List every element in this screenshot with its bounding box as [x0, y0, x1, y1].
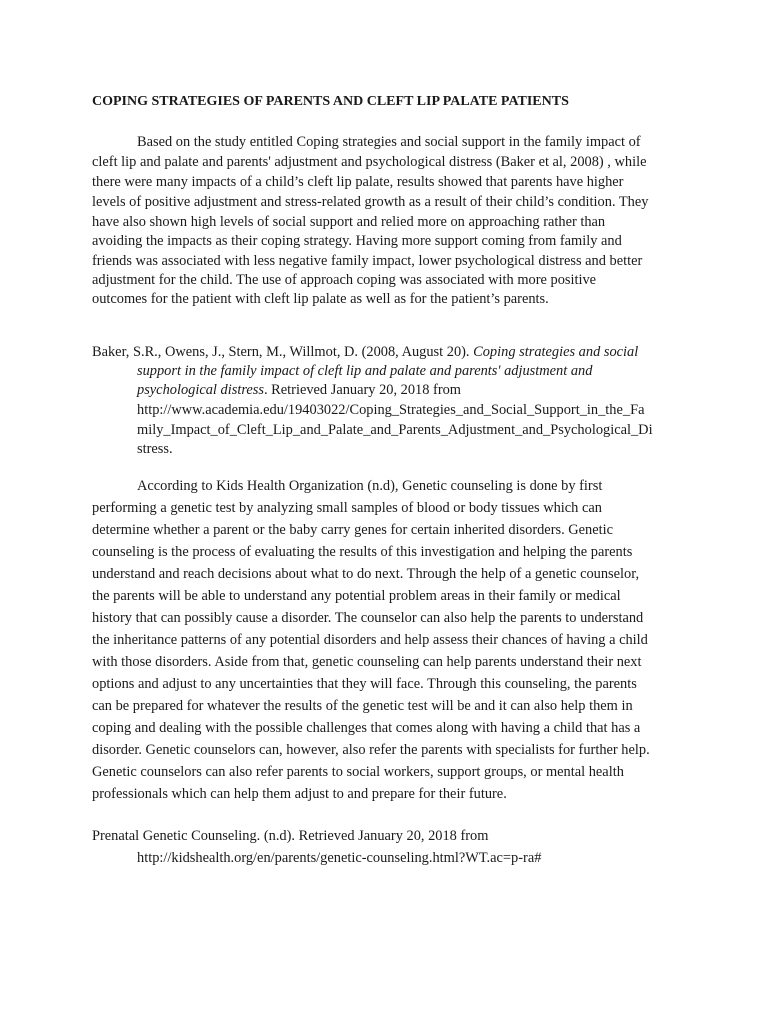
- reference-title-line: support in the family impact of cleft lip and palate and parents' adjustment and: [137, 363, 593, 379]
- paragraph-line: with those disorders. Aside from that, genetic counseling can help parents understand their next: [92, 654, 642, 670]
- paragraph-line: Based on the study entitled Coping strategies and social support in the family impact of: [137, 134, 641, 150]
- paragraph-line: options and adjust to any uncertainties that they will face. Through this counseling, the parents: [92, 676, 637, 692]
- paragraph-line: cleft lip and palate and parents' adjustment and psychological distress (Baker et al, 2008) , while: [92, 154, 647, 170]
- paragraph-line: adjustment for the child. The use of approach coping was associated with more positive: [92, 272, 597, 288]
- paragraph-line: performing a genetic test by analyzing small samples of blood or body tissues which can: [92, 500, 602, 516]
- reference-retrieved: . Retrieved January 20, 2018 from: [263, 382, 462, 398]
- reference-url-line: mily_Impact_of_Cleft_Lip_and_Palate_and_Parents_Adjustment_and_Psychological_Di: [137, 422, 653, 438]
- paragraph-line: determine whether a parent or the baby carry genes for certain inherited disorders. Genetic: [92, 522, 614, 538]
- paragraph-line: the parents will be able to understand any potential problem areas in their family or medical: [92, 588, 621, 604]
- reference-url-line: http://www.academia.edu/19403022/Coping_Strategies_and_Social_Support_in_the_Fa: [137, 402, 645, 418]
- paragraph-line: disorder. Genetic counselors can, however, also refer the parents with specialists for further help.: [92, 742, 650, 758]
- paragraph-line: avoiding the impacts as their coping strategy. Having more support coming from family and: [92, 233, 622, 249]
- paragraph-line: professionals which can help them adjust to and prepare for their future.: [92, 786, 507, 802]
- reference-line: Prenatal Genetic Counseling. (n.d). Retrieved January 20, 2018 from: [92, 828, 489, 844]
- reference-title-end: psychological distress: [137, 382, 264, 398]
- reference-url-line: http://kidshealth.org/en/parents/genetic-counseling.html?WT.ac=p-ra#: [137, 850, 542, 866]
- paragraph-line: the inheritance patterns of any potential disorders and help assess their chances of having a child: [92, 632, 648, 648]
- paragraph-line: friends was associated with less negative family impact, lower psychological distress and better: [92, 253, 643, 269]
- paragraph-line: there were many impacts of a child’s cleft lip palate, results showed that parents have higher: [92, 174, 624, 190]
- paragraph-line: Genetic counselors can also refer parents to social workers, support groups, or mental health: [92, 764, 624, 780]
- reference-url-line: stress.: [137, 441, 173, 457]
- reference-title: Coping strategies and social: [473, 344, 639, 360]
- paragraph-line: According to Kids Health Organization (n.d), Genetic counseling is done by first: [137, 478, 603, 494]
- paragraph-line: history that can possibly cause a disorder. The counselor can also help the parents to understand: [92, 610, 644, 626]
- paragraph-line: have also shown high levels of social support and relied more on approaching rather than: [92, 214, 606, 230]
- reference-line: [92, 343, 638, 361]
- paragraph-line: outcomes for the patient with cleft lip palate as well as for the patient’s parents.: [92, 291, 549, 307]
- paragraph-line: understand and reach decisions about what to do next. Through the help of a genetic counselor,: [92, 566, 640, 582]
- reference-authors: Baker, S.R., Owens, J., Stern, M., Willmot, D. (2008, August 20).: [92, 344, 474, 360]
- paragraph-line: counseling is the process of evaluating the results of this investigation and helping the parents: [92, 544, 633, 560]
- paragraph-line: can be prepared for whatever the results of the genetic test will be and it can also help them in: [92, 698, 633, 714]
- paragraph-line: coping and dealing with the possible challenges that comes along with having a child that has a: [92, 720, 641, 736]
- paragraph-line: levels of positive adjustment and stress-related growth as a result of their child’s condition. They: [92, 194, 649, 210]
- reference-line: [137, 381, 461, 399]
- page-title: COPING STRATEGIES OF PARENTS AND CLEFT LIP PALATE PATIENTS: [92, 94, 569, 109]
